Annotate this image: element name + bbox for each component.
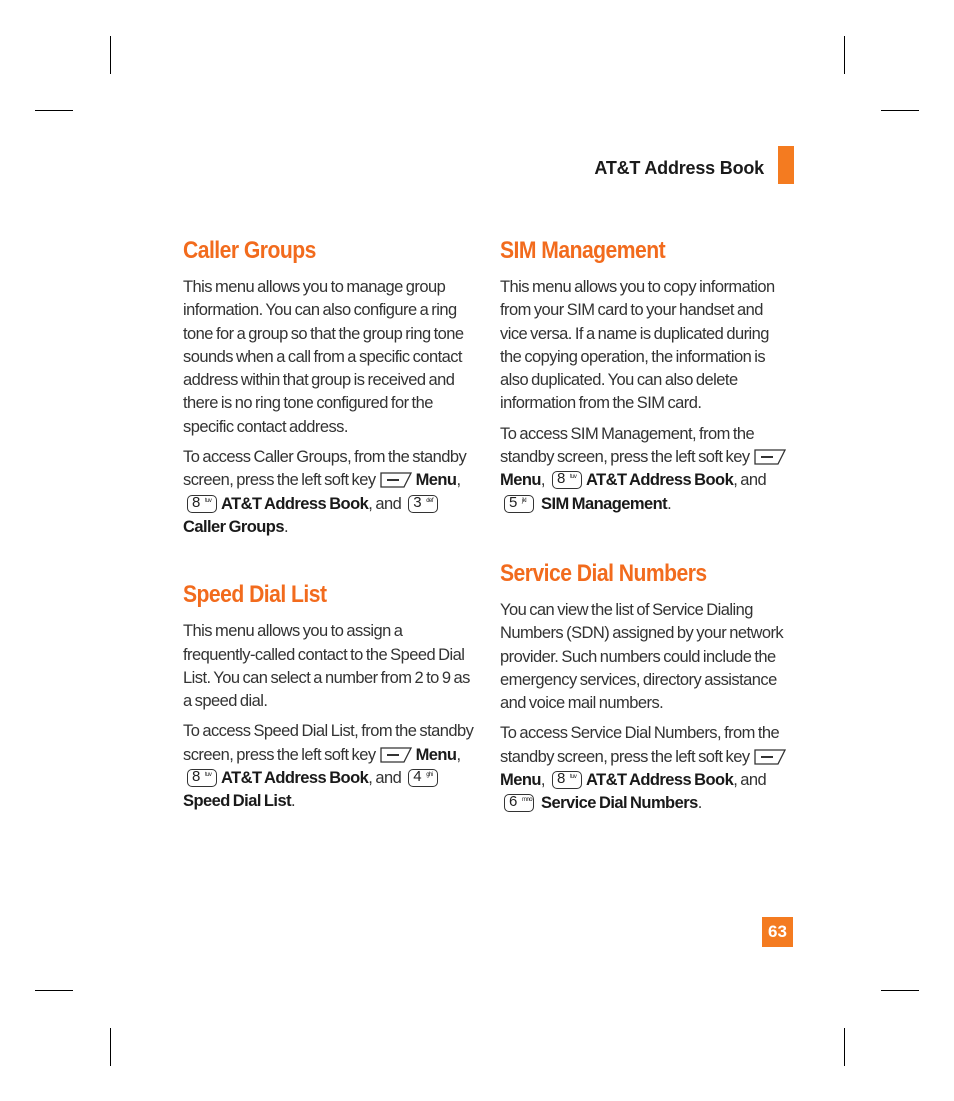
- crop-mark: [110, 1028, 111, 1066]
- service-dial-access: To access Service Dial Numbers, from the standby screen, press the left soft keyMenu, 8 tuv AT&T Address Book, and 6 mno Service Dial Numbers.: [500, 722, 792, 815]
- crop-mark: [110, 36, 111, 74]
- section-heading-sim-management: SIM Management: [500, 237, 666, 264]
- caller-groups-access: To access Caller Groups, from the standby screen, press the left soft key Menu, 8 tuv AT&T Address Book, and 3 def Caller Groups.: [183, 448, 467, 536]
- caller-groups-description: This menu allows you to manage group information. You can also configure a ring tone for a group so that the group ring tone sounds when a call from a specific contact address within that group is received and there is no ring tone configured for the specific contact address.: [183, 278, 464, 436]
- right-column: [500, 236, 792, 823]
- crop-mark: [844, 1028, 845, 1066]
- sim-management-description: This menu allows you to copy information from your SIM card to your handset and vice versa. If a name is duplicated during the copying operation, the information is also duplicated. You can also delete information from the SIM card.: [500, 278, 775, 413]
- keypad-key-icon: 4 ghi: [408, 769, 438, 787]
- crop-mark: [881, 110, 919, 111]
- running-header: AT&T Address Book: [594, 158, 764, 178]
- crop-mark: [881, 990, 919, 991]
- page-number: 63: [762, 917, 793, 947]
- section-heading-speed-dial-list: Speed Dial List: [183, 581, 327, 609]
- keypad-key-icon: 8 tuv: [552, 471, 582, 489]
- left-soft-key-icon: [754, 749, 786, 765]
- crop-mark: [35, 990, 73, 991]
- keypad-key-icon: 6 mno: [504, 794, 534, 812]
- crop-mark: [35, 110, 73, 111]
- left-soft-key-icon: [380, 472, 412, 488]
- keypad-key-icon: 8 tuv: [187, 769, 217, 787]
- left-soft-key-icon: [754, 449, 786, 465]
- service-dial-description: You can view the list of Service Dialing Numbers (SDN) assigned by your network provider. Such numbers could include the emergency services, directory assistance and voice mail numbers.: [500, 600, 784, 713]
- sim-management-access: To access SIM Management, from the standby screen, press the left soft keyMenu, 8 tuv AT&T Address Book, and 5 jkl SIM Management.: [500, 423, 792, 516]
- header-accent-bar: [778, 146, 794, 184]
- left-column: [183, 236, 475, 821]
- keypad-key-icon: 3 def: [408, 495, 438, 513]
- section-heading-service-dial-numbers: Service Dial Numbers: [500, 559, 707, 587]
- left-soft-key-icon: [380, 747, 412, 763]
- crop-mark: [844, 36, 845, 74]
- section-heading-caller-groups: Caller Groups: [183, 237, 316, 264]
- keypad-key-icon: 8 tuv: [552, 771, 582, 789]
- keypad-key-icon: 8 tuv: [187, 495, 217, 513]
- keypad-key-icon: 5 jkl: [504, 495, 534, 513]
- speed-dial-access: To access Speed Dial List, from the standby screen, press the left soft key Menu, 8 tuv AT&T Address Book, and 4 ghi Speed Dial List.: [183, 722, 474, 811]
- speed-dial-description: This menu allows you to assign a frequently-called contact to the Speed Dial List. You can select a number from 2 to 9 as a speed dial.: [183, 622, 470, 711]
